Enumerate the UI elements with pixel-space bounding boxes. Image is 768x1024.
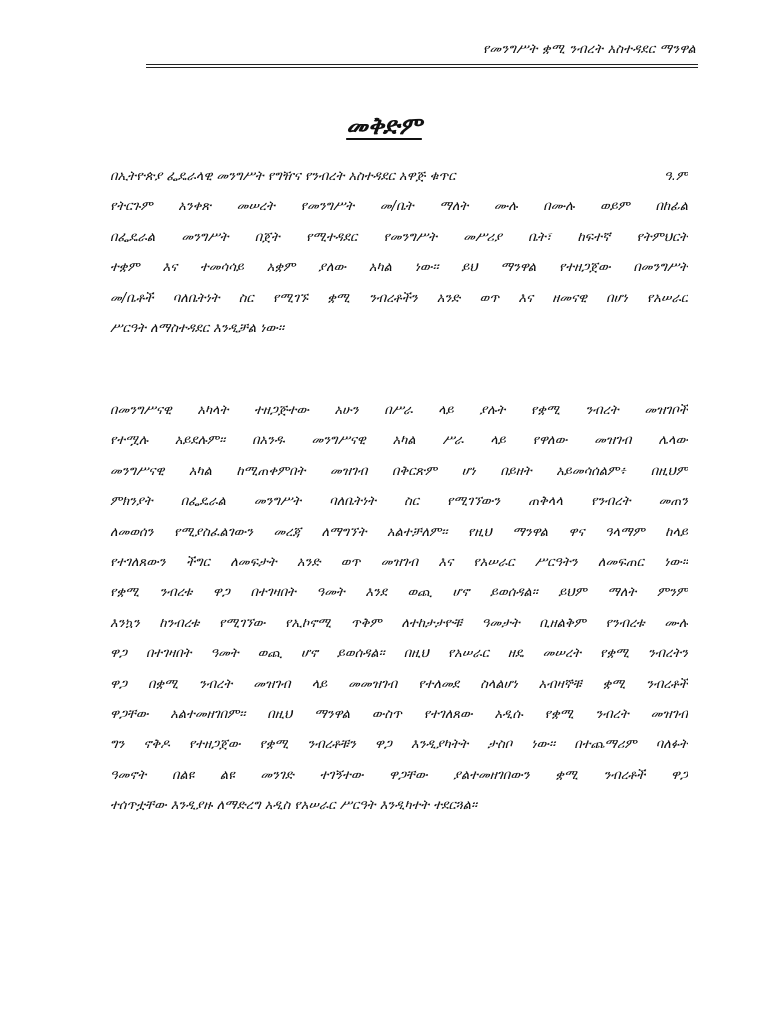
paragraph-2 bbox=[110, 396, 688, 821]
header-double-rule bbox=[146, 64, 698, 68]
paragraph-line: ተሰጥቷቸው እንዲያዙ ለማድረግ አዲስ የአሠራር ሥርዓት እንዲካተት ተደርጓል፡፡ bbox=[110, 798, 478, 814]
paragraph-line: የተሟሉ አይደሉም፡፡ በአንዱ መንግሥናዊ አካል ሥራ ላይ የዋለው መዝገብ ሌላው bbox=[110, 433, 688, 449]
section-heading: መቅድም bbox=[346, 112, 422, 140]
running-header: የመንግሥት ቋሚ ንብረት አስተዳደር ማንዋል bbox=[482, 42, 696, 57]
paragraph-line: ዓመኖት በልዩ ልዩ መንገድ ተገኝተው ዋጋቸው ያልተመዘገበውን ቋሚ ንብረቶች ዋጋ bbox=[110, 767, 688, 783]
paragraph-line bbox=[110, 162, 688, 192]
paragraph-line: የትርጉም አንቀጽ መሠረት የመንግሥት መ/ቤት ማለት ሙሉ በሙሉ ወይም በከፊል bbox=[110, 199, 688, 215]
paragraph-line: የቋሚ ንብረቱ ዋጋ በተገዛበት ዓመት እንደ ወጪ ሆኖ ይወሰዳል፡፡ ይህም ማለት ምንም bbox=[110, 585, 688, 601]
paragraph-line: እንኳን ከንብረቱ የሚገኘው የኢኮኖሚ ጥቅም ለተከታታዮቹ ዓመታት ቢዘልቅም የንብረቱ ሙሉ bbox=[110, 615, 688, 631]
paragraph-line: መ/ቤቶች ባለቤትነት ስር የሚገኙ ቋሚ ንብረቶችን አንድ ወጥ እና ዘመናዊ በሆነ የአሠራር bbox=[110, 290, 688, 306]
paragraph-line: የተገለጸውን ችግር ለመፍታት አንድ ወጥ መዝገብ እና የአሠራር ሥርዓትን ለመፍጠር ነው፡፡ bbox=[110, 554, 688, 570]
paragraph-line: ዋጋ በተገዛበት ዓመት ወጪ ሆኖ ይወሰዳል፡፡ በዚህ የአሠራር ዘዴ መሠረት የቋሚ ንብረትን bbox=[110, 646, 688, 662]
paragraph-line: ምክንያት በፌዴራል መንግሥት ባለቤትነት ስር የሚገኘውን ጠቅላላ የንብረት መጠን bbox=[110, 494, 688, 510]
paragraph-line: ዋጋ በቋሚ ንብረት መዝገብ ላይ መመዝገብ የተለመደ ስላልሆነ አብዛኞቹ ቋሚ ንብረቶች bbox=[110, 676, 688, 692]
paragraph-line: በፌዴራል መንግሥት በጀት የሚተዳደር የመንግሥት መሥሪያ ቤት፣ ከፍተኛ የትምህርት bbox=[110, 229, 688, 245]
paragraph-line: መንግሥናዊ አካል ከሚጠቀምበት መዝገብ በቅርጽም ሆነ በይዘት አይመሳሰልም፥ በዚህም bbox=[110, 463, 688, 479]
paragraph-line: ዋጋቸው አልተመዘገበም፡፡ በዚህ ማንዋል ውስጥ የተገለጸው አዲሱ የቋሚ ንብረት መዝገብ bbox=[110, 706, 688, 722]
paragraph-line: ለመወሰን የሚያስፈልገውን መረጃ ለማግኘት አልተቻለም፡፡ የዚህ ማንዋል ዋና ዓላማም ከላይ bbox=[110, 524, 688, 540]
paragraph-line-tail: ዓ.ም bbox=[664, 169, 688, 184]
paragraph-line: ሥርዓት ለማስተዳደር እንዲቻል ነው፡፡ bbox=[110, 320, 285, 336]
paragraph-line: ግን ኖቅዶ የተዘጋጀው የቋሚ ንብረቶቹን ዋጋ እንዲያካትት ታስቦ ነው፡፡ በተጨማሪም ባለፉት bbox=[110, 737, 688, 753]
paragraph-line: በመንግሥናዊ አካላት ተዘጋጅተው አሁን በሥራ ላይ ያሉት የቋሚ ንብረት መዝገቦች bbox=[110, 403, 688, 418]
paragraph-line: ተቋም እና ተመሳሳይ አቋም ያለው አካል ነው፡፡ ይህ ማንዋል የተዘጋጀው በመንግሥት bbox=[110, 260, 688, 276]
paragraph-1 bbox=[110, 162, 688, 344]
paragraph-line-main: በኢትዮጵያ ፌዴራላዊ መንግሥት የግዥና የንብረት አስተዳደር አዋጅ ቁጥር bbox=[110, 169, 456, 184]
